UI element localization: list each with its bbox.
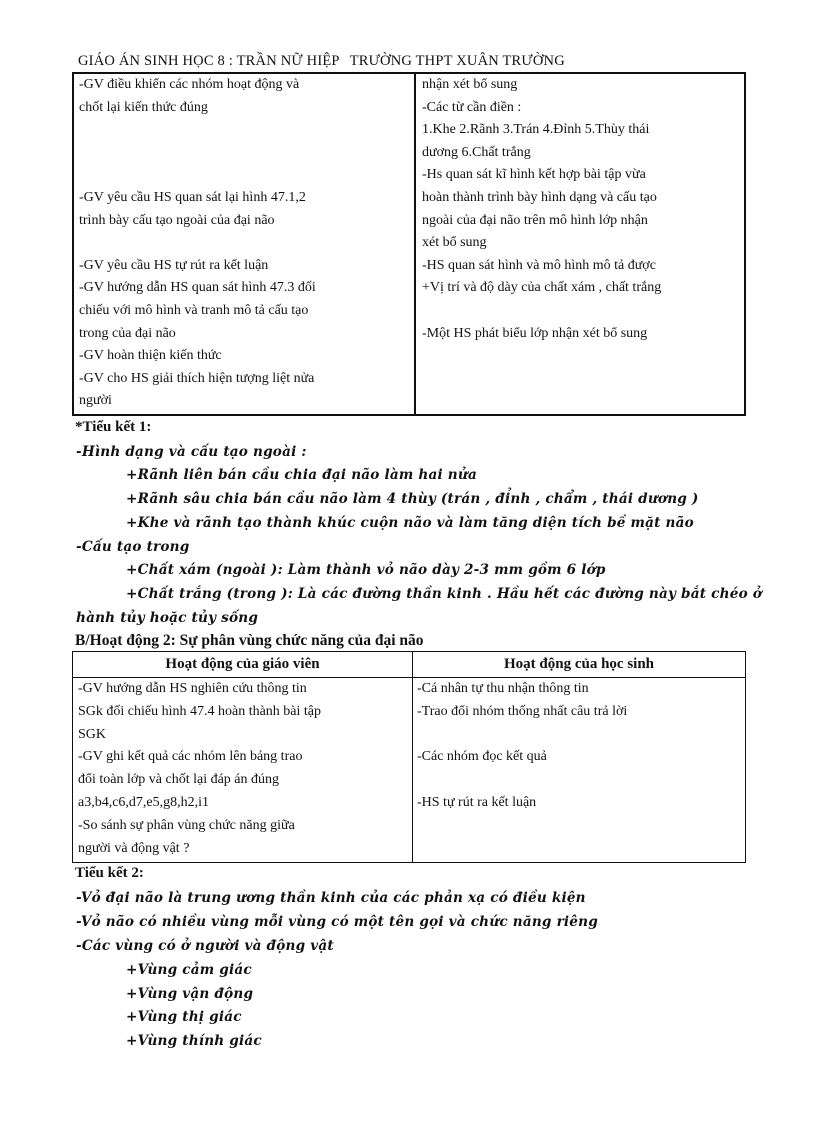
cell-line xyxy=(79,232,414,255)
cell-line: xét bổ sung xyxy=(422,235,487,251)
summary-2-title: Tiểu kết 2: xyxy=(75,865,144,881)
cell-line: -GV yêu cầu HS tự rút ra kết luận xyxy=(79,257,269,273)
cell-line: người và động vật ? xyxy=(78,840,190,856)
summary-1-line: +Khe và rãnh tạo thành khúc cuộn não và làm tăng diện tích bề mặt não xyxy=(126,515,694,531)
cell-line: -GV hoàn thiện kiến thức xyxy=(79,348,222,364)
summary-2-line: +Vùng vận động xyxy=(126,986,254,1002)
cell-line: -Trao đổi nhóm thống nhất câu trả lời xyxy=(417,703,628,719)
summary-1-line: hành tủy hoặc tủy sống xyxy=(76,610,259,626)
student-activity-cell xyxy=(413,678,746,863)
cell-line: -Các nhóm đọc kết quả xyxy=(417,749,547,765)
summary-2-line: +Vùng thị giác xyxy=(126,1009,242,1025)
cell-line: -Một HS phát biểu lớp nhận xét bổ sung xyxy=(422,325,648,341)
summary-1-line: +Rãnh liên bán cầu chia đại não làm hai nửa xyxy=(126,467,477,483)
cell-line: -Hs quan sát kĩ hình kết hợp bài tập vừa xyxy=(422,167,646,183)
cell-line: -HS quan sát hình và mô hình mô tả được xyxy=(422,257,656,273)
cell-line: -Các từ cần điền : xyxy=(422,99,522,115)
cell-line: -GV hướng dẫn HS quan sát hình 47.3 đối xyxy=(79,280,316,296)
cell-line: -GV yêu cầu HS quan sát lại hình 47.1,2 xyxy=(79,189,306,205)
section-b-heading: B/Hoạt động 2: Sự phân vùng chức năng của đại não xyxy=(75,632,424,649)
summary-1-line: +Chất xám (ngoài ): Làm thành vỏ não dày 2-3 mm gồm 6 lớp xyxy=(126,562,606,578)
summary-1-line: +Chất trắng (trong ): Là các đường thần kinh . Hầu hết các đường này bắt chéo ở xyxy=(126,586,763,602)
cell-line: SGk đối chiếu hình 47.4 hoàn thành bài tập xyxy=(78,703,322,719)
cell-line: chiếu với mô hình và tranh mô tả cấu tạo xyxy=(79,302,309,318)
activity-table-1 xyxy=(72,72,746,416)
cell-line: -Cá nhân tự thu nhận thông tin xyxy=(417,681,589,696)
cell-line: nhận xét bổ sung xyxy=(422,77,518,92)
student-activity-cell xyxy=(415,73,745,415)
cell-line: dương 6.Chất trắng xyxy=(422,144,531,160)
summary-1-title: *Tiểu kết 1: xyxy=(75,419,152,435)
cell-line: -HS tự rút ra kết luận xyxy=(417,794,537,810)
cell-line xyxy=(417,769,745,792)
summary-2-line: +Vùng thính giác xyxy=(126,1033,262,1049)
cell-line: +Vị trí và độ dày của chất xám , chất trắng xyxy=(422,280,662,296)
cell-line: -GV điều khiển các nhóm hoạt động và xyxy=(79,77,300,92)
teacher-activity-cell xyxy=(73,73,415,415)
summary-2-line: -Vỏ não có nhiều vùng mỗi vùng có một tên gọi và chức năng riêng xyxy=(76,914,598,930)
teacher-activity-cell xyxy=(73,678,413,863)
cell-line: a3,b4,c6,d7,e5,g8,h2,i1 xyxy=(78,794,210,810)
cell-line: trình bày cấu tạo ngoài của đại não xyxy=(79,212,275,228)
cell-line: -GV ghi kết quả các nhóm lên bảng trao xyxy=(78,749,303,765)
page-header xyxy=(78,53,758,70)
cell-line: SGK xyxy=(78,726,107,742)
summary-2-line: +Vùng cảm giác xyxy=(126,962,252,978)
cell-line xyxy=(417,724,745,747)
cell-line xyxy=(79,164,414,187)
cell-line: -So sánh sự phân vùng chức năng giữa xyxy=(78,817,295,833)
cell-line xyxy=(79,142,414,165)
column-header-student: Hoạt động của học sinh xyxy=(413,652,746,678)
header-author: GIÁO ÁN SINH HỌC 8 : TRẦN NỮ HIỆP xyxy=(78,53,340,69)
cell-line: -GV cho HS giải thích hiện tượng liệt nửa xyxy=(79,370,315,386)
cell-line: chốt lại kiến thức đúng xyxy=(79,99,208,115)
column-header-teacher: Hoạt động của giáo viên xyxy=(73,652,413,678)
cell-line: -GV hướng dẫn HS nghiên cứu thông tin xyxy=(78,681,307,696)
cell-line xyxy=(79,119,414,142)
cell-line: trong của đại não xyxy=(79,325,176,341)
cell-line: hoàn thành trình bày hình dạng và cấu tạo xyxy=(422,189,657,205)
activity-table-2 xyxy=(72,651,746,863)
header-school: TRƯỜNG THPT XUÂN TRƯỜNG xyxy=(349,53,565,69)
summary-1-line: -Hình dạng và cấu tạo ngoài : xyxy=(76,444,307,460)
cell-line: 1.Khe 2.Rãnh 3.Trán 4.Đỉnh 5.Thùy thái xyxy=(422,122,650,138)
cell-line: đổi toàn lớp và chốt lại đáp án đúng xyxy=(78,772,280,788)
summary-2-line: -Các vùng có ở người và động vật xyxy=(76,938,334,954)
cell-line: người xyxy=(79,393,112,409)
summary-1-line: +Rãnh sâu chia bán cầu não làm 4 thùy (trán , đỉnh , chẩm , thái dương ) xyxy=(126,491,699,507)
summary-1-line: -Cấu tạo trong xyxy=(76,539,190,555)
cell-line xyxy=(422,300,744,323)
summary-2-line: -Vỏ đại não là trung ương thần kinh của các phản xạ có điều kiện xyxy=(76,890,586,906)
cell-line: ngoài của đại não trên mô hình lớp nhận xyxy=(422,212,648,228)
